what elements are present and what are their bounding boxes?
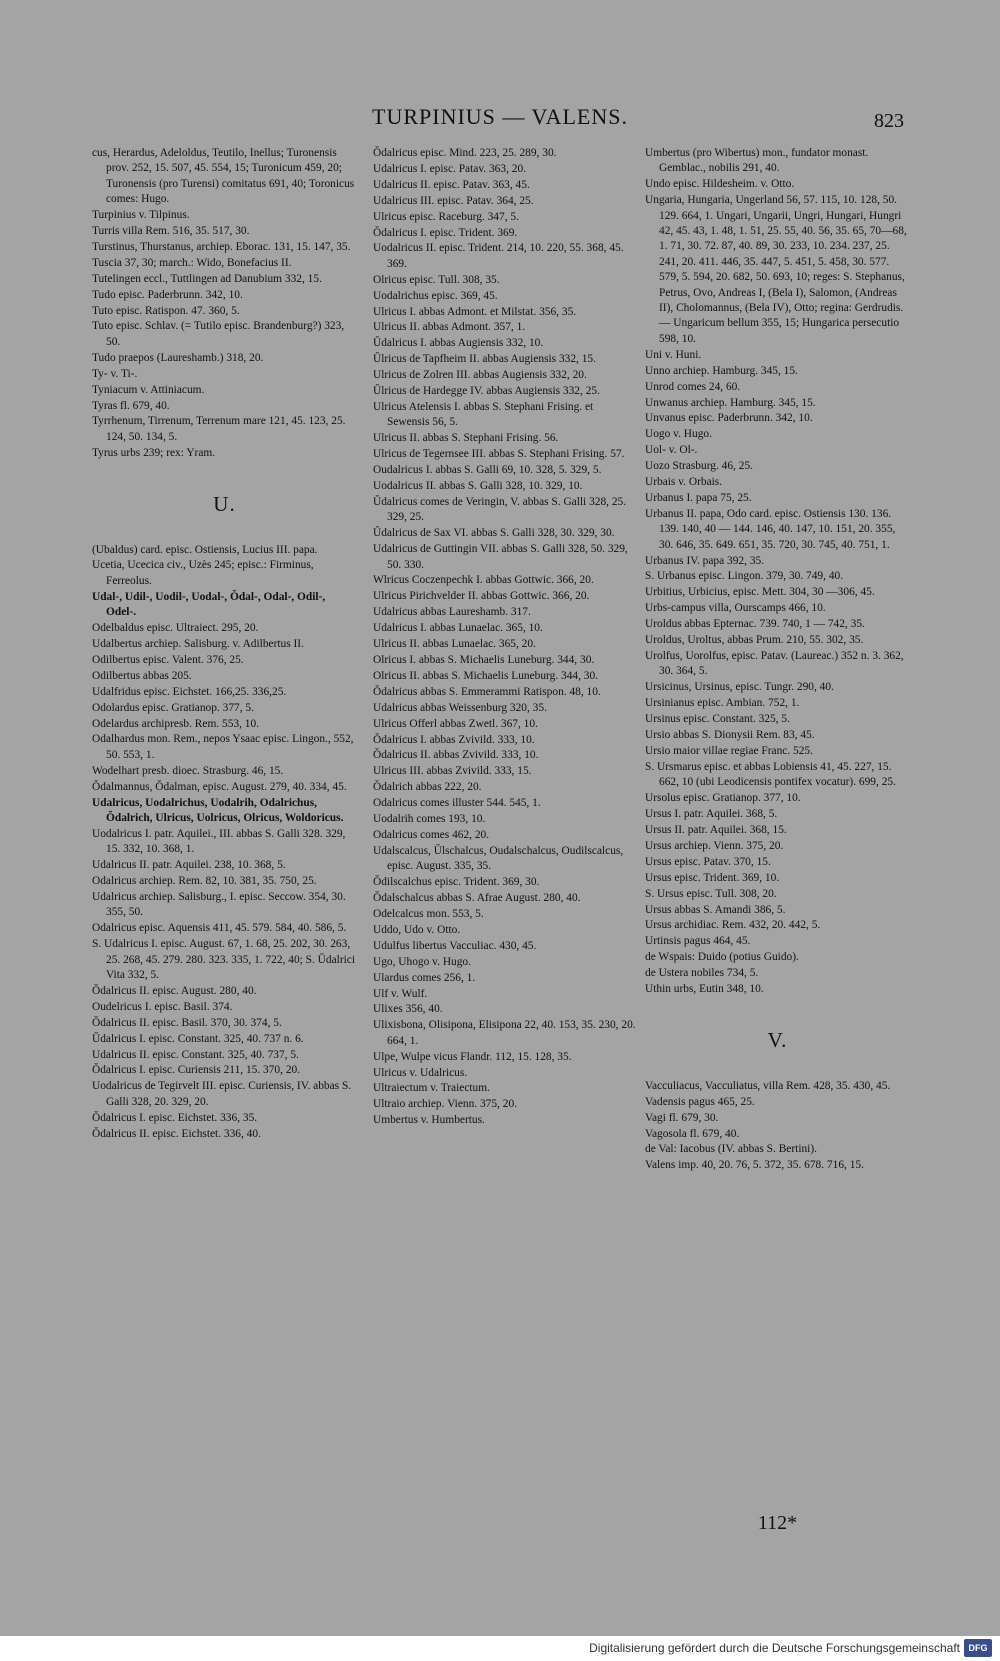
- section-heading: U.: [213, 492, 236, 517]
- index-entry: Tyrrhenum, Tirrenum, Terrenum mare 121, 45. 123, 25. 124, 50. 134, 5.: [92, 415, 346, 443]
- index-entry: Ty- v. Ti-.: [92, 367, 138, 380]
- index-entry: Uol- v. Ol-.: [645, 444, 698, 457]
- index-entry: Ulricus II. abbas Lunaelac. 365, 20.: [373, 638, 536, 651]
- index-entry: Olricus II. abbas S. Michaelis Luneburg. 344, 30.: [373, 669, 599, 682]
- index-entry: Ulricus de Zolren III. abbas Augiensis 332, 20.: [373, 369, 587, 382]
- index-entry: Unvanus episc. Paderbrunn. 342, 10.: [645, 412, 813, 425]
- index-entry: Ungaria, Hungaria, Ungerland 56, 57. 115, 10. 128, 50. 129. 664, 1. Ungari, Ungarii, Ungri, Hungari, Hungri 42, 45. 43, 1. 48, 1. 51, 25. 55, 40. 56, 35. 65, 70—68, 1. 71, 30. 72. 87, 40. 89, 30. 233, 10. 234. 237, 25. 241, 20. 411. 446, 35. 447, 5. 451, 5. 458, 30. 577. 579, 5. 594, 20. 682, 50. 693, 10; reges: S. Stephanus, Petrus, Ovo, Andreas I, (Bela I), Salomon, (Andreas II), Cholomannus, (Bela IV), Otto; regina: Gerdrudis. — Ungaricum bellum 355, 15; Hungarica persecutio 598, 10.: [645, 194, 907, 345]
- index-entry: Ŏdalricus I. abbas Zvivild. 333, 10.: [373, 733, 535, 746]
- index-entry: Uroldus, Uroltus, abbas Prum. 210, 55. 302, 35.: [645, 634, 864, 647]
- index-entry: Ultraio archiep. Vienn. 375, 20.: [373, 1098, 517, 1111]
- signature-mark: 112*: [757, 1512, 798, 1534]
- index-entry: Ŭdalricus comes de Veringin, V. abbas S. Galli 328, 25. 329, 25.: [373, 495, 627, 524]
- index-entry: Uodalricus II. abbas S. Galli 328, 10. 329, 10.: [373, 480, 583, 493]
- index-entry: Ŏdalrich abbas 222, 20.: [373, 781, 482, 794]
- index-entry: Udalricus II. patr. Aquilei. 238, 10. 368, 5.: [92, 859, 286, 872]
- index-entry: Ŏdalricus I. episc. Trident. 369.: [373, 226, 518, 239]
- index-entry: Uodalricus II. episc. Trident. 214, 10. 220, 55. 368, 45. 369.: [373, 242, 624, 270]
- index-entry: Ŭdalricus I. abbas Augiensis 332, 10.: [373, 337, 544, 350]
- index-entry: de Ustera nobiles 734, 5.: [645, 967, 759, 980]
- index-entry: Ŏdalricus episc. Mind. 223, 25. 289, 30.: [373, 147, 557, 159]
- index-entry: Urbanus II. papa, Odo card. episc. Ostiensis 130. 136. 139. 140, 40 — 144. 146, 40. 147, 10. 151, 20. 355, 30. 646, 35. 649. 651, 35. 720, 30. 745, 40. 751, 1.: [645, 507, 896, 551]
- index-entry: Tuto episc. Schlav. (= Tutilo episc. Brandenburg?) 323, 50.: [92, 320, 345, 348]
- index-entry: Tudo praepos (Laureshamb.) 318, 20.: [92, 351, 264, 364]
- index-entry: Turpinius v. Tilpinus.: [92, 209, 190, 222]
- index-entry: Uogo v. Hugo.: [645, 428, 712, 441]
- index-entry: Ugo, Uhogo v. Hugo.: [373, 955, 471, 968]
- index-entry: Ŏdalricus II. episc. Eichstet. 336, 40.: [92, 1127, 261, 1140]
- index-entry: Wodelhart presb. dioec. Strasburg. 46, 15.: [92, 764, 284, 777]
- index-entry: (Ubaldus) card. episc. Ostiensis, Lucius III. papa.: [92, 543, 318, 556]
- running-title: TURPINIUS — VALENS.: [372, 104, 628, 129]
- index-entry: Uodalricus de Tegirvelt III. episc. Curiensis, IV. abbas S. Galli 328, 20. 329, 20.: [92, 1080, 352, 1108]
- index-entry: Ulf v. Wulf.: [373, 987, 428, 1000]
- index-entry: Ulricus episc. Raceburg. 347, 5.: [373, 210, 519, 223]
- index-entry: Udalfridus episc. Eichstet. 166,25. 336,25.: [92, 685, 287, 698]
- index-entry: Olricus episc. Tull. 308, 35.: [373, 273, 500, 286]
- index-entry: Urtinsis pagus 464, 45.: [645, 935, 751, 948]
- index-entry: Ŏdalricus II. abbas Zvivild. 333, 10.: [373, 749, 539, 762]
- index-entry: Turris villa Rem. 516, 35. 517, 30.: [92, 225, 250, 238]
- index-entry: S. Urbanus episc. Lingon. 379, 30. 749, 40.: [645, 570, 844, 583]
- index-entry: Ŏdalschalcus abbas S. Afrae August. 280, 40.: [373, 892, 581, 905]
- index-entry: Tuto episc. Ratispon. 47. 360, 5.: [92, 304, 240, 317]
- index-entry: Udalricus archiep. Salisburg., I. episc. Seccow. 354, 30. 355, 50.: [92, 890, 346, 919]
- index-entry: Odelbaldus episc. Ultraiect. 295, 20.: [92, 622, 259, 635]
- index-entry: Ulricus Offerl abbas Zwetl. 367, 10.: [373, 717, 538, 730]
- index-entry: Odolardus episc. Gratianop. 377, 5.: [92, 701, 254, 714]
- index-entry: Odalhardus mon. Rem., nepos Ysaac episc. Lingon., 552, 50. 553, 1.: [92, 733, 354, 761]
- index-column-2: [373, 146, 638, 1129]
- section-heading: V.: [767, 1028, 788, 1053]
- index-entry: Ursus episc. Trident. 369, 10.: [645, 871, 780, 884]
- index-entry: Tyras fl. 679, 40.: [92, 399, 170, 412]
- index-entry: Odalricus archiep. Rem. 82, 10. 381, 35. 750, 25.: [92, 875, 317, 888]
- index-entry: Udal-, Udil-, Uodil-, Uodal-, Ŏdal-, Odal-, Odil-, Odel-.: [92, 590, 326, 619]
- index-entry: Umbertus v. Humbertus.: [373, 1114, 485, 1127]
- index-entry: Tyniacum v. Attiniacum.: [92, 383, 205, 396]
- index-entry: Udalricus II. episc. Patav. 363, 45.: [373, 178, 530, 191]
- index-entry: Ŏdalmannus, Ŏdalman, episc. August. 279, 40. 334, 45.: [92, 780, 347, 793]
- index-entry: Odalricus comes illuster 544. 545, 1.: [373, 797, 541, 810]
- index-entry: Ŏdalricus I. episc. Eichstet. 336, 35.: [92, 1111, 258, 1124]
- index-entry: Odelardus archipresb. Rem. 553, 10.: [92, 717, 260, 730]
- page-header: [0, 104, 1000, 134]
- index-entry: Ulricus Pirichvelder II. abbas Gottwic. 366, 20.: [373, 590, 590, 603]
- index-entry: Odalricus episc. Aquensis 411, 45. 579. 584, 40. 586, 5.: [92, 922, 347, 935]
- index-entry: Ursio maior villae regiae Franc. 525.: [645, 744, 813, 757]
- index-entry: Ulricus v. Udalricus.: [373, 1066, 468, 1079]
- index-entry: Udalricus II. episc. Constant. 325, 40. 737, 5.: [92, 1048, 299, 1061]
- index-entry: S. Ursus episc. Tull. 308, 20.: [645, 887, 777, 900]
- index-entry: Uodalrih comes 193, 10.: [373, 813, 486, 826]
- index-entry: Urolfus, Uorolfus, episc. Patav. (Laureac.) 352 n. 3. 362, 30. 364, 5.: [645, 650, 904, 678]
- index-entry: Udalricus, Uodalrichus, Uodalrih, Odalrichus, Ŏdalrich, Ulricus, Uolricus, Olricus, Woldoricus.: [92, 796, 344, 824]
- index-entry: Turstinus, Thurstanus, archiep. Eborac. 131, 15. 147, 35.: [92, 240, 351, 253]
- index-entry: Uthin urbs, Eutin 348, 10.: [645, 983, 764, 996]
- index-entry: Oudalricus I. abbas S. Galli 69, 10. 328, 5. 329, 5.: [373, 464, 602, 477]
- index-entry: Ŏdilscalchus episc. Trident. 369, 30.: [373, 876, 540, 889]
- index-entry: Uni v. Huni.: [645, 348, 702, 361]
- index-entry: Ŭlricus de Tapfheim II. abbas Augiensis 332, 15.: [373, 353, 596, 366]
- index-entry: Wlricus Coczenpechk I. abbas Gottwic. 366, 20.: [373, 574, 594, 587]
- index-entry: Ulricus II. abbas Admont. 357, 1.: [373, 321, 526, 334]
- index-entry: de Val: Iacobus (IV. abbas S. Bertini).: [645, 1143, 817, 1156]
- index-entry: Ursolus episc. Gratianop. 377, 10.: [645, 792, 801, 805]
- index-entry: Tutelingen eccl., Tuttlingen ad Danubium 332, 15.: [92, 272, 322, 285]
- index-entry: Ulricus II. abbas S. Stephani Frising. 56.: [373, 432, 559, 445]
- index-entry: Urbais v. Orbais.: [645, 476, 723, 489]
- page-number: 823: [874, 110, 904, 132]
- index-column-3: [645, 146, 910, 1174]
- index-entry: Uozo Strasburg. 46, 25.: [645, 460, 753, 473]
- index-entry: Uodalrichus episc. 369, 45.: [373, 289, 498, 302]
- index-entry: Uddo, Udo v. Otto.: [373, 923, 461, 936]
- index-entry: Ŏdalricus II. episc. Basil. 370, 30. 374, 5.: [92, 1016, 282, 1029]
- index-entry: Ursus abbas S. Amandi 386, 5.: [645, 903, 786, 916]
- index-entry: Ucetia, Ucecica civ., Uzès 245; episc.: Firminus, Ferreolus.: [92, 559, 314, 587]
- index-entry: S. Ursmarus episc. et abbas Lobiensis 41, 45. 227, 15. 662, 10 (ubi Leodicensis pontifex vocatur). 699, 25.: [645, 760, 896, 789]
- index-entry: Ŏdalricus I. episc. Curiensis 211, 15. 370, 20.: [92, 1064, 301, 1077]
- index-entry: Tuscia 37, 30; march.: Wido, Bonefacius II.: [92, 256, 292, 269]
- index-entry: Umbertus (pro Wibertus) mon., fundator monast. Gemblac., nobilis 291, 40.: [645, 147, 869, 175]
- index-entry: Unno archiep. Hamburg. 345, 15.: [645, 364, 798, 377]
- index-entry: S. Udalricus I. episc. August. 67, 1. 68, 25. 202, 30. 263, 25. 268, 45. 279. 280. 323. 335, 1. 722, 40; S. Ŭdalrici Vita 332, 5.: [92, 938, 356, 981]
- index-entry: Uroldus abbas Epternac. 739. 740, 1 — 742, 35.: [645, 618, 865, 631]
- index-entry: Ursio abbas S. Dionysii Rem. 83, 45.: [645, 729, 815, 742]
- index-entry: Urbs-campus villa, Ourscamps 466, 10.: [645, 602, 826, 615]
- index-entry: Ursinianus episc. Ambian. 752, 1.: [645, 697, 800, 710]
- index-entry: Odalricus comes 462, 20.: [373, 828, 490, 841]
- index-entry: Ŭdalricus I. episc. Constant. 325, 40. 737 n. 6.: [92, 1032, 304, 1045]
- index-entry: Udalricus abbas Laureshamb. 317.: [373, 606, 531, 619]
- index-entry: Tyrus urbs 239; rex: Yram.: [92, 446, 216, 459]
- index-entry: Ursicinus, Ursinus, episc. Tungr. 290, 40.: [645, 681, 834, 694]
- index-column-1: [92, 146, 357, 1142]
- index-entry: Ulricus I. abbas Admont. et Milstat. 356, 35.: [373, 305, 577, 318]
- index-entry: Ultraiectum v. Traiectum.: [373, 1082, 490, 1095]
- index-entry: de Wspais: Duido (potius Guido).: [645, 951, 799, 964]
- footer-bar: [0, 1636, 1000, 1661]
- index-entry: Ursus episc. Patav. 370, 15.: [645, 855, 771, 868]
- index-entry: Udalscalcus, Ŭlschalcus, Oudalschalcus, Oudilscalcus, episc. August. 335, 35.: [373, 844, 624, 873]
- index-entry: Ulixes 356, 40.: [373, 1003, 443, 1016]
- index-entry: Urbanus IV. papa 392, 35.: [645, 554, 765, 567]
- index-entry: Ulricus Atelensis I. abbas S. Stephani Frising. et Sewensis 56, 5.: [373, 401, 594, 429]
- index-entry: Ursus I. patr. Aquilei. 368, 5.: [645, 808, 778, 821]
- index-entry: Uodalricus I. patr. Aquilei., III. abbas S. Galli 328. 329, 15. 332, 10. 368, 1.: [92, 827, 346, 856]
- index-entry: Odelcalcus mon. 553, 5.: [373, 908, 484, 920]
- index-entry: Vadensis pagus 465, 25.: [645, 1095, 755, 1108]
- index-entry: Urbanus I. papa 75, 25.: [645, 491, 752, 504]
- index-entry: Ulricus III. abbas Zvivild. 333, 15.: [373, 765, 532, 778]
- index-entry: cus, Herardus, Adeloldus, Teutilo, Inellus; Turonensis prov. 252, 15. 507, 45. 554, 15; Turonicum 459, 20; Turonensis (pro Turensi) comitatus 691, 40; Toronicus comes: Hugo.: [92, 147, 355, 206]
- index-entry: Urbitius, Urbicius, episc. Mett. 304, 30 —306, 45.: [645, 586, 875, 599]
- index-entry: Vagi fl. 679, 30.: [645, 1111, 719, 1124]
- index-entry: Odilbertus episc. Valent. 376, 25.: [92, 653, 244, 666]
- index-entry: Udalricus I. episc. Patav. 363, 20.: [373, 162, 526, 175]
- index-entry: Udalricus abbas Weissenburg 320, 35.: [373, 701, 547, 714]
- index-entry: Udalricus de Guttingin VII. abbas S. Galli 328, 50. 329, 50. 330.: [373, 543, 628, 571]
- index-entry: Ulpe, Wulpe vicus Flandr. 112, 15. 128, 35.: [373, 1050, 572, 1063]
- index-entry: Odilbertus abbas 205.: [92, 669, 192, 682]
- index-entry: Udalricus III. episc. Patav. 364, 25.: [373, 194, 534, 207]
- index-entry: Valens imp. 40, 20. 76, 5. 372, 35. 678. 716, 15.: [645, 1159, 864, 1172]
- index-entry: Ŏdalricus II. episc. August. 280, 40.: [92, 984, 257, 997]
- dfg-logo: DFG: [964, 1639, 992, 1657]
- index-entry: Udulfus libertus Vacculiac. 430, 45.: [373, 939, 537, 952]
- index-entry: Ŭlricus de Hardegge IV. abbas Augiensis 332, 25.: [373, 385, 600, 398]
- index-entry: Ursus II. patr. Aquilei. 368, 15.: [645, 823, 787, 836]
- index-entry: Ŏdalricus abbas S. Emmerammi Ratispon. 48, 10.: [373, 685, 601, 698]
- index-entry: Vagosola fl. 679, 40.: [645, 1127, 740, 1140]
- index-entry: Ŭdalricus de Sax VI. abbas S. Galli 328, 30. 329, 30.: [373, 527, 615, 540]
- footer-credit: Digitalisierung gefördert durch die Deutsche Forschungsgemeinschaft: [589, 1641, 960, 1655]
- index-entry: Ursus archiep. Vienn. 375, 20.: [645, 839, 784, 852]
- index-entry: Olricus I. abbas S. Michaelis Luneburg. 344, 30.: [373, 654, 595, 666]
- index-entry: Vacculiacus, Vacculiatus, villa Rem. 428, 35. 430, 45.: [645, 1079, 891, 1092]
- index-entry: Unrod comes 24, 60.: [645, 380, 741, 393]
- index-entry: Unwanus archiep. Hamburg. 345, 15.: [645, 396, 816, 409]
- index-entry: Undo episc. Hildesheim. v. Otto.: [645, 178, 795, 191]
- index-entry: Ulixisbona, Olisipona, Elisipona 22, 40. 153, 35. 230, 20. 664, 1.: [373, 1019, 636, 1047]
- index-entry: Udalricus I. abbas Lunaelac. 365, 10.: [373, 622, 543, 635]
- index-entry: Oudelricus I. episc. Basil. 374.: [92, 1000, 233, 1013]
- index-entry: Ursus archidiac. Rem. 432, 20. 442, 5.: [645, 919, 821, 932]
- index-entry: Udalbertus archiep. Salisburg. v. Adilbertus II.: [92, 637, 304, 650]
- index-entry: Ursinus episc. Constant. 325, 5.: [645, 713, 790, 726]
- index-entry: Tudo episc. Paderbrunn. 342, 10.: [92, 288, 243, 301]
- index-entry: Ulricus de Tegernsee III. abbas S. Stephani Frising. 57.: [373, 448, 625, 461]
- index-entry: Ulardus comes 256, 1.: [373, 971, 476, 984]
